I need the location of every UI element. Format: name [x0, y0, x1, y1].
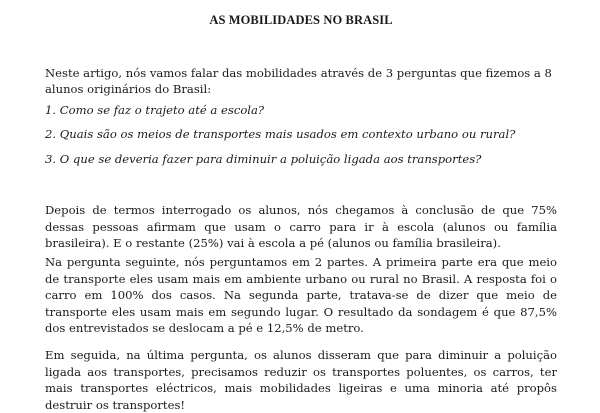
paragraph-results-3: Em seguida, na última pergunta, os alunos disseram que para diminuir a poluição ligada aos transportes, precisamos reduzir os transportes poluentes, os carros, ter mais transportes eléctricos, mais mobilidades ligeiras e uma minoria até propôs destruir os transportes!	[45, 348, 557, 412]
document-title: AS MOBILIDADES NO BRASIL	[209, 13, 393, 27]
paragraph-results-2: Na pergunta seguinte, nós perguntamos em 2 partes. A primeira parte era que meio de transporte eles usam mais em ambiente urbano ou rural no Brasil. A resposta foi o carro em 100% dos casos. Na segunda parte, tratava-se de dizer que meio de transporte eles usam mais em segundo lugar. O resultado da sondagem é que 87,5% dos entrevistados se deslocam a pé e 12,5% de metro.	[45, 255, 557, 335]
question-2: 2. Quais são os meios de transportes mais usados em contexto urbano ou rural?	[45, 127, 516, 141]
question-1: 1. Como se faz o trajeto até a escola?	[45, 103, 265, 117]
paragraph-results-1: Depois de termos interrogado os alunos, nós chegamos à conclusão de que 75% dessas pessoas afirmam que usam o carro para ir à escola (alunos ou família brasileira). E o restante (25%) vai à escola a pé (alunos ou família brasileira).	[45, 203, 557, 250]
question-3: 3. O que se deveria fazer para diminuir a poluição ligada aos transportes?	[45, 152, 482, 166]
intro-paragraph: Neste artigo, nós vamos falar das mobilidades através de 3 perguntas que fizemos a 8 alunos originários do Brasil:	[45, 66, 552, 96]
